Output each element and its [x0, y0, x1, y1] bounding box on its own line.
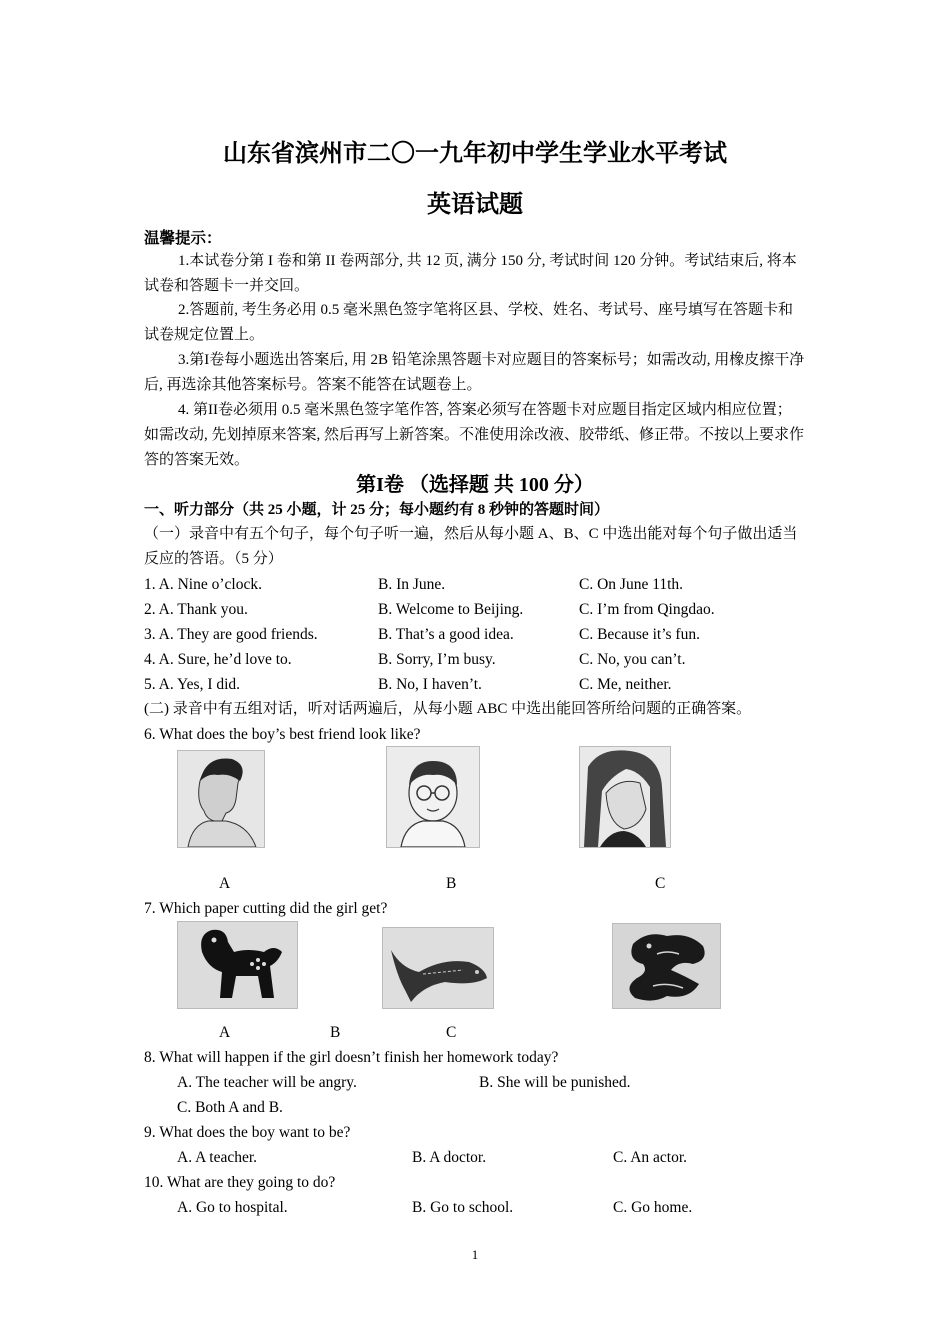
page-number: 1 [471, 1247, 479, 1262]
q7-label-b: B [330, 1024, 341, 1041]
q4-option-b: B. Sorry, I’m busy. [378, 651, 496, 668]
notice-item-1: 1.本试卷分第 I 卷和第 II 卷两部分, 共 12 页, 满分 150 分, 考试时间 120 分钟。考试结束后, 将本试卷和答题卡一并交回。 [144, 253, 797, 294]
q9-text: 9. What does the boy want to be? [144, 1124, 351, 1141]
q9-option-a: A. A teacher. [177, 1149, 258, 1166]
q7-image-b [382, 927, 494, 1009]
notice-heading: 温馨提示： [144, 228, 222, 247]
q10-option-c: C. Go home. [613, 1199, 693, 1216]
q4-option-a: 4. A. Sure, he’d love to. [144, 651, 292, 668]
sub2-instruction: (二) 录音中有五组对话，听对话两遍后，从每小题 ABC 中选出能回答所给问题的正确答案。 [144, 701, 752, 717]
q6-image-b [386, 746, 480, 848]
q8-option-c: C. Both A and B. [177, 1099, 283, 1116]
q7-label-c: C [446, 1024, 457, 1041]
q3-option-c: C. Because it’s fun. [579, 626, 700, 643]
q2-option-c: C. I’m from Qingdao. [579, 601, 715, 618]
q6-image-c [579, 746, 671, 848]
q5-option-a: 5. A. Yes, I did. [144, 676, 241, 693]
q1-option-c: C. On June 11th. [579, 576, 684, 593]
notice-item-3: 3.第I卷每小题选出答案后, 用 2B 铅笔涂黑答题卡对应题目的答案标号；如需改动, 用橡皮擦干净后, 再选涂其他答案标号。答案不能答在试题卷上。 [144, 352, 805, 393]
q2-option-a: 2. A. Thank you. [144, 601, 248, 618]
notice-item-4: 4. 第II卷必须用 0.5 毫米黑色签字笔作答, 答案必须写在答题卡对应题目指定区域内相应位置；如需改动, 先划掉原来答案, 然后再写上新答案。不准使用涂改液、胶带纸、修正带。不按以上要求作答的答案无效。 [144, 402, 805, 468]
q10-option-b: B. Go to school. [412, 1199, 514, 1216]
q2-option-b: B. Welcome to Beijing. [378, 601, 524, 618]
q4-option-c: C. No, you can’t. [579, 651, 686, 668]
section-heading: 第I卷 （选择题 共 100 分） [356, 474, 594, 496]
q10-option-a: A. Go to hospital. [177, 1199, 288, 1216]
q9-option-b: B. A doctor. [412, 1149, 487, 1166]
q8-option-a: A. The teacher will be angry. [177, 1074, 357, 1091]
q6-label-c: C [655, 875, 666, 892]
q6-text: 6. What does the boy’s best friend look like? [144, 726, 421, 743]
q10-text: 10. What are they going to do? [144, 1174, 336, 1191]
q9-option-c: C. An actor. [613, 1149, 688, 1166]
part-heading: 一、听力部分（共 25 小题，计 25 分；每小题约有 8 秒钟的答题时间） [144, 502, 610, 518]
q3-option-b: B. That’s a good idea. [378, 626, 514, 643]
notice-item-2: 2.答题前, 考生务必用 0.5 毫米黑色签字笔将区县、学校、姓名、考试号、座号填写在答题卡和试卷规定位置上。 [144, 302, 794, 343]
q6-label-b: B [446, 875, 457, 892]
sub1-instruction: （一）录音中有五个句子，每个句子听一遍，然后从每小题 A、B、C 中选出能对每个句子做出适当反应的答语。（5 分） [144, 526, 798, 567]
q7-label-a: A [219, 1024, 231, 1041]
q7-image-c [612, 923, 721, 1009]
q3-option-a: 3. A. They are good friends. [144, 626, 318, 643]
page-subtitle: 英语试题 [427, 190, 523, 218]
q6-image-a [177, 750, 265, 848]
q5-option-b: B. No, I haven’t. [378, 676, 482, 693]
q6-label-a: A [219, 875, 231, 892]
q8-text: 8. What will happen if the girl doesn’t finish her homework today? [144, 1049, 559, 1066]
q7-image-a [177, 921, 298, 1009]
q1-option-b: B. In June. [378, 576, 446, 593]
q7-text: 7. Which paper cutting did the girl get? [144, 900, 388, 917]
q1-option-a: 1. A. Nine o’clock. [144, 576, 262, 593]
q8-option-b: B. She will be punished. [479, 1074, 631, 1091]
q5-option-c: C. Me, neither. [579, 676, 672, 693]
page-title: 山东省滨州市二〇一九年初中学生学业水平考试 [223, 139, 727, 167]
